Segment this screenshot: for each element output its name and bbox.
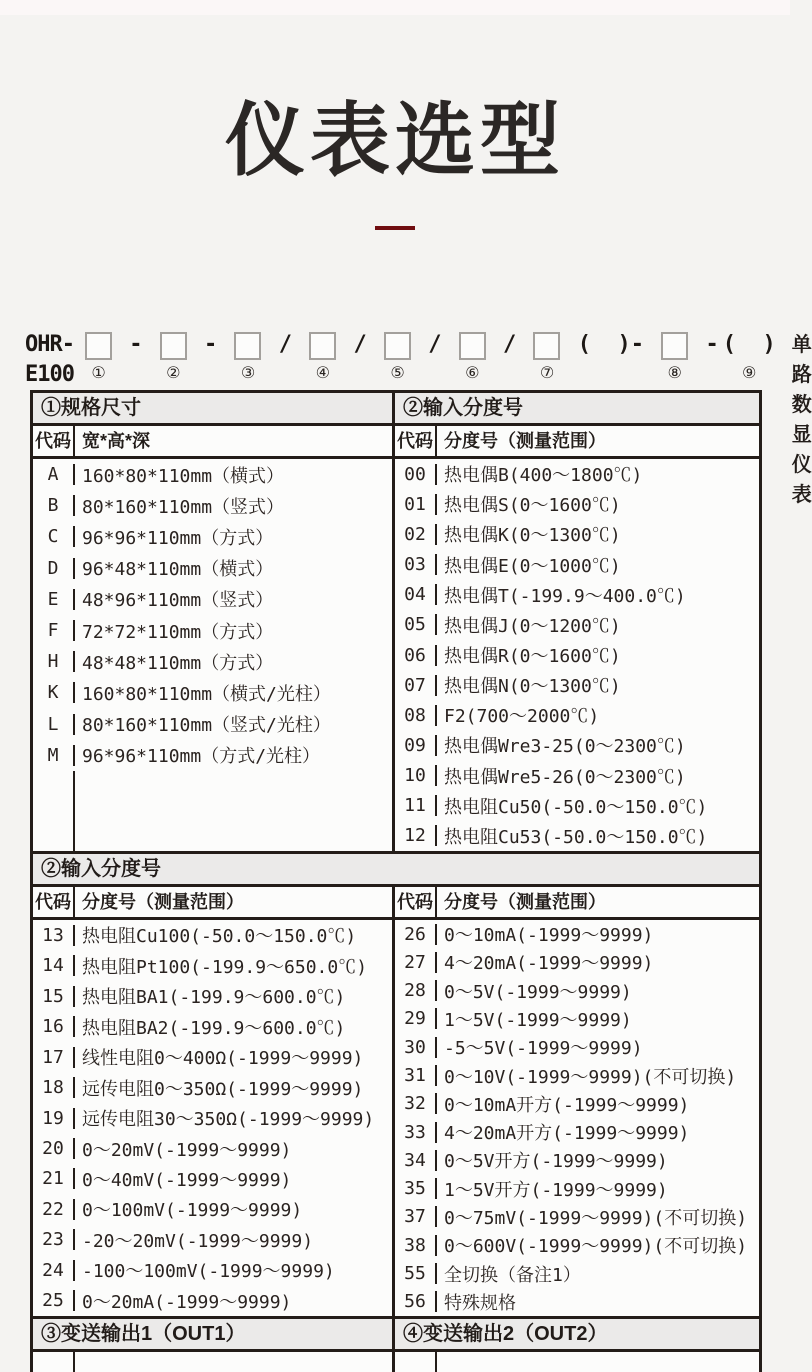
table-row xyxy=(395,1118,759,1146)
code-separator: ( ) ⑨ xyxy=(722,332,776,382)
table-row xyxy=(33,1011,392,1041)
row-desc: 热电阻BA2(-199.9～600.0℃) xyxy=(82,1017,346,1039)
table-row xyxy=(33,1194,392,1224)
section-header-row-1 xyxy=(33,393,759,426)
input-table-26-56 xyxy=(395,920,759,1316)
table-row xyxy=(395,610,759,640)
row-code: 20 xyxy=(33,1138,75,1159)
row-desc: 160*80*110mm（横式/光柱） xyxy=(82,683,331,705)
row-desc: 0～10mA开方(-1999～9999) xyxy=(444,1094,690,1116)
row-desc: 热电阻Pt100(-199.9～650.0℃) xyxy=(82,956,368,978)
row-desc: 0～10mA(-1999～9999) xyxy=(444,925,654,947)
row-code: K xyxy=(33,682,75,703)
code-separator: / xyxy=(265,332,306,357)
row-code: M xyxy=(33,745,75,766)
table-row xyxy=(395,640,759,670)
row-code: H xyxy=(33,651,75,672)
row-desc: 热电偶Wre5-26(0～2300℃) xyxy=(444,766,686,788)
row-code: 02 xyxy=(395,524,437,545)
row-code: 11 xyxy=(395,795,437,816)
table-row xyxy=(395,1090,759,1118)
table-row xyxy=(395,948,759,976)
row-desc: 热电阻Cu50(-50.0～150.0℃) xyxy=(444,796,708,818)
table-row xyxy=(33,677,392,708)
row-code: E xyxy=(33,589,75,610)
table-row xyxy=(33,740,392,771)
table-row xyxy=(33,1286,392,1316)
row-desc: 80*160*110mm（竖式） xyxy=(82,496,285,518)
row-desc: 0～20mV(-1999～9999) xyxy=(82,1139,292,1161)
section-header-row-3 xyxy=(33,1319,759,1352)
row-desc: 热电偶J(0～1200℃) xyxy=(444,615,621,637)
table-row xyxy=(33,1072,392,1102)
row-code: 38 xyxy=(395,1235,437,1256)
data-region-1 xyxy=(33,459,759,854)
code-box-square xyxy=(85,332,112,360)
row-code: 34 xyxy=(395,1150,437,1171)
row-desc: 全切换（备注1） xyxy=(444,1264,581,1286)
table-row xyxy=(395,791,759,821)
row-code: 01 xyxy=(395,494,437,515)
row-code: 55 xyxy=(395,1263,437,1284)
code-box xyxy=(533,330,560,381)
row-desc: 1～5V(-1999～9999) xyxy=(444,1009,632,1031)
row-code: 14 xyxy=(33,955,75,976)
row-desc: 4～20mA开方(-1999～9999) xyxy=(444,1123,690,1145)
row-desc: 热电阻Cu100(-50.0～150.0℃) xyxy=(82,926,357,948)
code-box-square xyxy=(459,332,486,360)
table-row xyxy=(33,709,392,740)
row-code: D xyxy=(33,558,75,579)
row-desc: -100～100mV(-1999～9999) xyxy=(82,1261,335,1283)
table-row xyxy=(395,670,759,700)
row-code: 08 xyxy=(395,705,437,726)
row-desc: 96*96*110mm（方式/光柱） xyxy=(82,746,321,768)
section-title-out1: ③变送输出1（OUT1） xyxy=(33,1319,395,1349)
section-title-spec: ①规格尺寸 xyxy=(33,393,395,423)
model-code-sequence xyxy=(83,330,778,381)
table-row xyxy=(395,977,759,1005)
col-header-size: 宽*高*深 xyxy=(82,431,151,451)
table-row xyxy=(395,1061,759,1089)
col-header-code: 代码 xyxy=(33,887,75,917)
code-separator: / xyxy=(489,332,530,357)
code-box xyxy=(160,330,187,381)
row-code: 05 xyxy=(395,614,437,635)
row-code: 22 xyxy=(33,1199,75,1220)
row-code: 18 xyxy=(33,1077,75,1098)
row-code: 24 xyxy=(33,1260,75,1281)
row-code: 21 xyxy=(33,1168,75,1189)
table-row xyxy=(33,584,392,615)
table-row xyxy=(33,615,392,646)
filler-row xyxy=(33,771,392,851)
col-header-range: 分度号（测量范围） xyxy=(444,892,606,912)
table-row xyxy=(395,1175,759,1203)
row-code: 26 xyxy=(395,924,437,945)
row-desc: 0～5V开方(-1999～9999) xyxy=(444,1151,668,1173)
code-box xyxy=(309,330,336,381)
table-row xyxy=(33,1133,392,1163)
table-row xyxy=(395,1146,759,1174)
spec-table xyxy=(33,459,395,851)
row-desc: 96*96*110mm（方式） xyxy=(82,527,274,549)
table-row xyxy=(33,1042,392,1072)
row-code: L xyxy=(33,714,75,735)
section-title-out2: ④变送输出2（OUT2） xyxy=(403,1323,608,1345)
table-row xyxy=(395,489,759,519)
row-desc: 48*96*110mm（竖式） xyxy=(82,590,274,612)
sub-header-row-2 xyxy=(33,887,759,920)
row-code: B xyxy=(33,495,75,516)
input-table-00-12 xyxy=(395,459,759,851)
table-row xyxy=(395,580,759,610)
code-box-square xyxy=(533,332,560,360)
position-number: ⑤ xyxy=(390,363,405,382)
col-header-code: 代码 xyxy=(395,426,437,456)
position-number: ④ xyxy=(315,363,330,382)
sub-header-row-1 xyxy=(33,426,759,459)
table-row xyxy=(395,1231,759,1259)
position-number: ⑥ xyxy=(465,363,480,382)
model-suffix-label: 单路数显仪表 xyxy=(791,334,812,506)
table-row xyxy=(33,646,392,677)
table-row xyxy=(33,1225,392,1255)
row-desc: 72*72*110mm（方式） xyxy=(82,621,274,643)
row-desc: 热电偶B(400～1800℃) xyxy=(444,465,643,487)
row-code: 09 xyxy=(395,735,437,756)
row-code: 35 xyxy=(395,1178,437,1199)
selection-table xyxy=(30,390,762,1372)
row-code: 37 xyxy=(395,1206,437,1227)
code-box xyxy=(384,330,411,381)
col-header-range: 分度号（测量范围） xyxy=(82,892,244,912)
row-code: A xyxy=(33,464,75,485)
row-desc: 热电偶S(0～1600℃) xyxy=(444,495,621,517)
row-desc: 远传电阻30～350Ω(-1999～9999) xyxy=(82,1109,375,1131)
code-separator: - xyxy=(190,332,231,357)
table-row xyxy=(395,920,759,948)
row-code: 23 xyxy=(33,1229,75,1250)
col-header-code: 代码 xyxy=(395,887,437,917)
row-desc: 远传电阻0～350Ω(-1999～9999) xyxy=(82,1078,364,1100)
code-box xyxy=(661,330,688,381)
model-prefix: OHR-E100 xyxy=(25,332,74,387)
row-desc: F2(700～2000℃) xyxy=(444,706,600,728)
code-box xyxy=(234,330,261,381)
cutoff-row xyxy=(33,1352,759,1372)
table-row xyxy=(33,521,392,552)
row-code: 00 xyxy=(395,464,437,485)
section-title-input: ②输入分度号 xyxy=(403,397,523,419)
row-desc: 热电偶R(0～1600℃) xyxy=(444,646,621,668)
input-table-13-25 xyxy=(33,920,395,1316)
position-number: ⑧ xyxy=(667,363,682,382)
data-region-2 xyxy=(33,920,759,1319)
code-box-square xyxy=(384,332,411,360)
row-code: 12 xyxy=(395,825,437,846)
row-code: 07 xyxy=(395,675,437,696)
row-code: 31 xyxy=(395,1065,437,1086)
row-code: 16 xyxy=(33,1016,75,1037)
code-box xyxy=(85,330,112,381)
row-desc: 48*48*110mm（方式） xyxy=(82,652,274,674)
table-row xyxy=(395,459,759,489)
code-box-square xyxy=(160,332,187,360)
page-title: 仪表选型 xyxy=(225,96,565,185)
row-code: 15 xyxy=(33,986,75,1007)
table-row xyxy=(395,1203,759,1231)
row-desc: 热电偶T(-199.9～400.0℃) xyxy=(444,585,686,607)
position-number: ③ xyxy=(240,363,256,382)
code-box-square xyxy=(234,332,261,360)
row-desc: 0～40mV(-1999～9999) xyxy=(82,1169,292,1191)
table-row xyxy=(33,981,392,1011)
row-code: 06 xyxy=(395,645,437,666)
top-strip xyxy=(0,0,790,15)
position-number: ⑨ xyxy=(742,363,757,382)
row-desc: 热电偶E(0～1000℃) xyxy=(444,555,621,577)
table-row xyxy=(395,821,759,851)
row-desc: 0～10V(-1999～9999)(不可切换) xyxy=(444,1066,737,1088)
row-desc: -5～5V(-1999～9999) xyxy=(444,1038,643,1060)
table-row xyxy=(395,1259,759,1287)
table-row xyxy=(395,519,759,549)
row-desc: 1～5V开方(-1999～9999) xyxy=(444,1179,668,1201)
row-desc: 96*48*110mm（横式） xyxy=(82,559,274,581)
row-desc: 热电阻BA1(-199.9～600.0℃) xyxy=(82,987,346,1009)
col-header-code: 代码 xyxy=(33,426,75,456)
row-desc: 0～20mA(-1999～9999) xyxy=(82,1291,292,1313)
row-desc: 热电偶K(0～1300℃) xyxy=(444,525,621,547)
row-code: 03 xyxy=(395,554,437,575)
code-box xyxy=(459,330,486,381)
row-code: 32 xyxy=(395,1093,437,1114)
row-desc: 4～20mA(-1999～9999) xyxy=(444,953,654,975)
code-separator: - xyxy=(115,332,156,357)
row-desc: 热电偶Wre3-25(0～2300℃) xyxy=(444,736,686,758)
row-desc: 0～600V(-1999～9999)(不可切换) xyxy=(444,1236,748,1258)
table-row xyxy=(33,490,392,521)
row-code: 33 xyxy=(395,1122,437,1143)
table-row xyxy=(33,950,392,980)
row-code: 30 xyxy=(395,1037,437,1058)
row-code: 19 xyxy=(33,1108,75,1129)
row-desc: 热电阻Cu53(-50.0～150.0℃) xyxy=(444,826,708,848)
row-desc: 0～100mV(-1999～9999) xyxy=(82,1200,303,1222)
table-row xyxy=(395,1033,759,1061)
section-header-row-2: ②输入分度号 xyxy=(33,854,759,887)
row-desc: 线性电阻0～400Ω(-1999～9999) xyxy=(82,1048,364,1070)
table-row xyxy=(33,1255,392,1285)
row-code: 25 xyxy=(33,1290,75,1311)
code-separator: ( )- xyxy=(564,332,658,357)
row-code: 28 xyxy=(395,980,437,1001)
table-row xyxy=(395,730,759,760)
table-row xyxy=(33,1164,392,1194)
row-code: 13 xyxy=(33,925,75,946)
row-desc: 0～75mV(-1999～9999)(不可切换) xyxy=(444,1207,748,1229)
position-number: ② xyxy=(166,363,181,382)
row-code: 29 xyxy=(395,1008,437,1029)
table-row xyxy=(395,700,759,730)
position-number: ⑦ xyxy=(539,363,555,382)
table-row xyxy=(395,1005,759,1033)
row-desc: 160*80*110mm（横式） xyxy=(82,465,285,487)
table-row xyxy=(33,920,392,950)
code-box-square xyxy=(309,332,336,360)
row-code: 10 xyxy=(395,765,437,786)
code-box-square xyxy=(661,332,688,360)
table-row xyxy=(33,1103,392,1133)
row-code: C xyxy=(33,526,75,547)
table-row xyxy=(33,553,392,584)
row-code: 27 xyxy=(395,952,437,973)
position-number: ① xyxy=(91,363,106,382)
title-underline xyxy=(375,226,415,230)
row-code: F xyxy=(33,620,75,641)
table-row xyxy=(395,549,759,579)
row-code: 04 xyxy=(395,584,437,605)
code-separator: / xyxy=(414,332,455,357)
code-separator: / xyxy=(340,332,380,357)
row-code: 17 xyxy=(33,1047,75,1068)
col-header-range: 分度号（测量范围） xyxy=(444,431,606,451)
row-desc: 80*160*110mm（竖式/光柱） xyxy=(82,715,331,737)
row-desc: 特殊规格 xyxy=(444,1292,516,1314)
table-row xyxy=(33,459,392,490)
code-separator: - xyxy=(692,332,719,357)
row-desc: -20～20mV(-1999～9999) xyxy=(82,1230,314,1252)
row-code: 56 xyxy=(395,1291,437,1312)
table-row xyxy=(395,1288,759,1316)
row-desc: 0～5V(-1999～9999) xyxy=(444,981,632,1003)
table-row xyxy=(395,761,759,791)
row-desc: 热电偶N(0～1300℃) xyxy=(444,676,621,698)
